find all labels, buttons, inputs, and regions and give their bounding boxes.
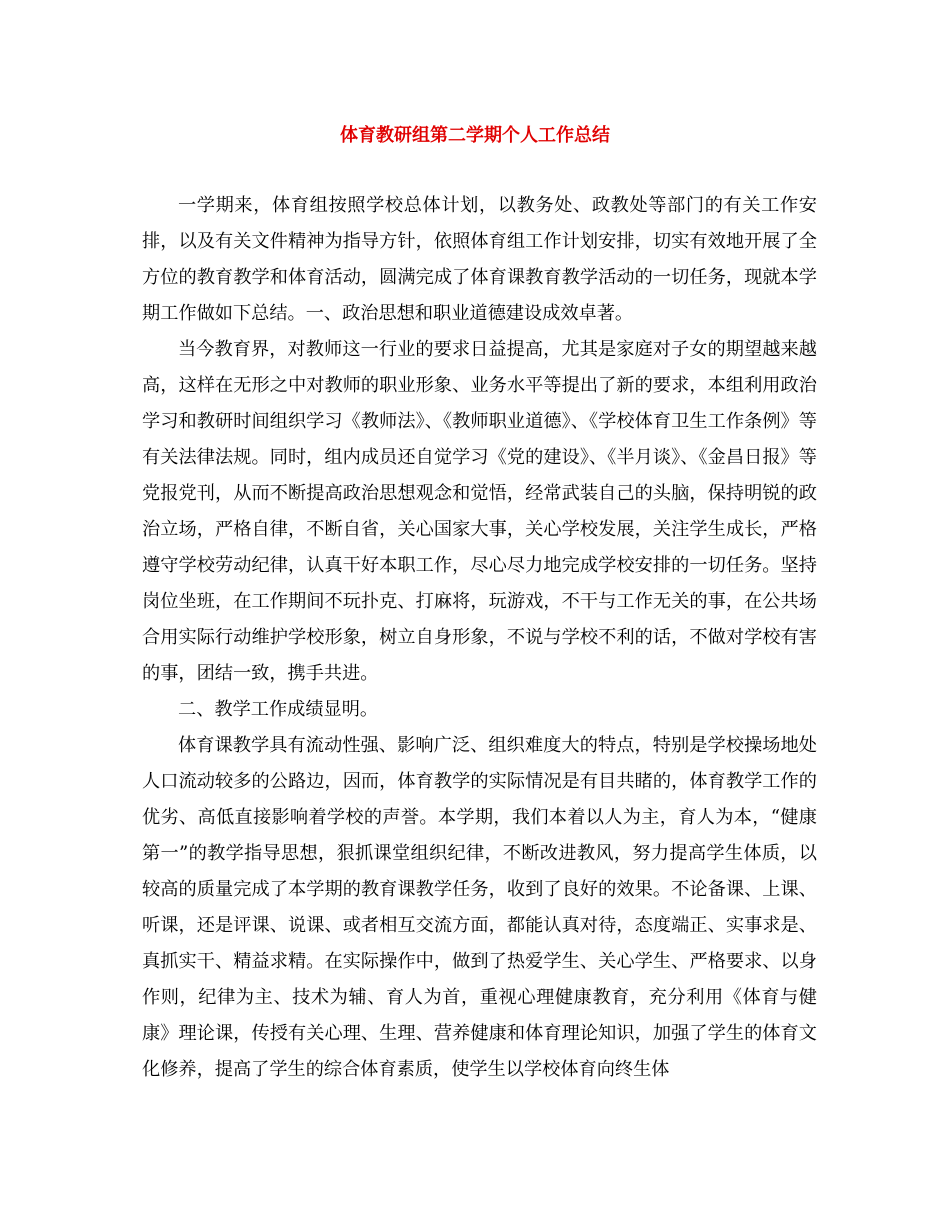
- document-body: [142, 188, 817, 1088]
- paragraph-intro: 一学期来，体育组按照学校总体计划，以教务处、政教处等部门的有关工作安排，以及有关文件精神为指导方针，依照体育组工作计划安排，切实有效地开展了全方位的教育教学和体育活动，圆满完成了体育课教育教学活动的一切任务，现就本学期工作做如下总结。一、政治思想和职业道德建设成效卓著。: [142, 195, 817, 324]
- paragraph-section-heading: 二、教学工作成绩显明。: [178, 699, 379, 720]
- paragraph-teaching-work: 体育课教学具有流动性强、影响广泛、组织难度大的特点，特别是学校操场地处人口流动较多的公路边，因而，体育教学的实际情况是有目共睹的，体育教学工作的优劣、高低直接影响着学校的声誉。本学期，我们本着以人为主，育人为本，“健康第一”的教学指导思想，狠抓课堂组织纪律，不断改进教风，努力提高学生体质，以较高的质量完成了本学期的教育课教学任务，收到了良好的效果。不论备课、上课、听课，还是评课、说课、或者相互交流方面，都能认真对待，态度端正、实事求是、真抓实干、精益求精。在实际操作中，做到了热爱学生、关心学生、严格要求、以身作则，纪律为主、技术为辅、育人为首，重视心理健康教育，充分利用《体育与健康》理论课，传授有关心理、生理、营养健康和体育理论知识，加强了学生的体育文化修养，提高了学生的综合体育素质，使学生以学校体育向终生体: [142, 735, 817, 1080]
- document-title: 体育教研组第二学期个人工作总结: [340, 125, 610, 146]
- paragraph-political-ethics: 当今教育界，对教师这一行业的要求日益提高，尤其是家庭对子女的期望越来越高，这样在无形之中对教师的职业形象、业务水平等提出了新的要求，本组利用政治学习和教研时间组织学习《教师法》、《教师职业道德》、《学校体育卫生工作条例》等有关法律法规。同时，组内成员还自觉学习《党的建设》、《半月谈》、《金昌日报》等党报党刊，从而不断提高政治思想观念和觉悟，经常武装自己的头脑，保持明锐的政治立场，严格自律，不断自省，关心国家大事，关心学校发展，关注学生成长，严格遵守学校劳动纪律，认真干好本职工作，尽心尽力地完成学校安排的一切任务。坚持岗位坐班，在工作期间不玩扑克、打麻将，玩游戏，不干与工作无关的事，在公共场合用实际行动维护学校形象，树立自身形象，不说与学校不利的话，不做对学校有害的事，团结一致，携手共进。: [142, 339, 817, 684]
